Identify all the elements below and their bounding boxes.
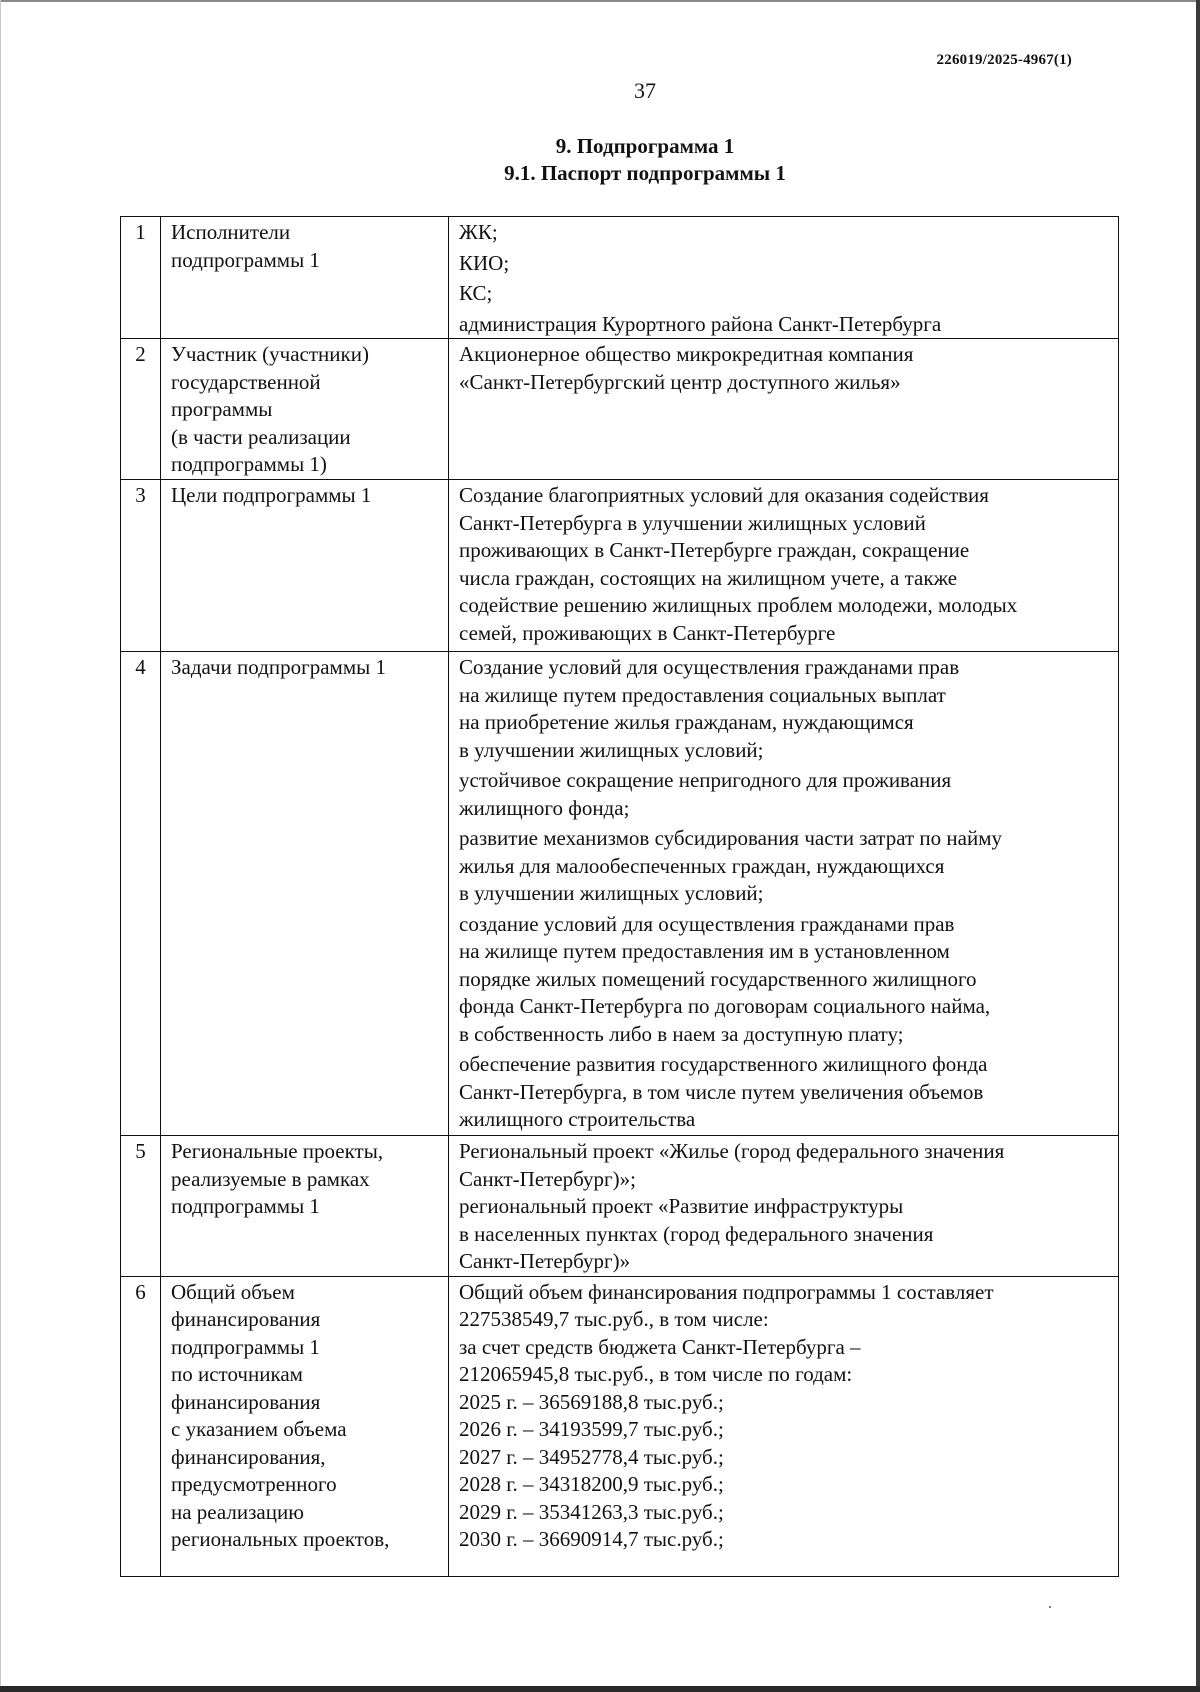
content-line: порядке жилых помещений государственного жилищного	[459, 966, 977, 991]
row-label-cell	[161, 480, 449, 652]
table-row	[121, 1136, 1119, 1277]
content-line: 2028 г. – 34318200,9 тыс.руб.;	[459, 1472, 724, 1496]
label-line: Общий объем	[171, 1279, 295, 1304]
content-paragraph	[459, 767, 1110, 822]
label-line: (в части реализации	[171, 424, 351, 449]
content-line: проживающих в Санкт-Петербурге граждан, сокращение	[459, 538, 970, 562]
row-number-cell: 1	[121, 217, 161, 339]
label-line: Цели подпрограммы 1	[171, 483, 372, 507]
row-number-cell: 6	[121, 1276, 161, 1576]
content-line: жилья для малообеспеченных граждан, нуждающихся	[459, 853, 945, 878]
row-content-cell	[449, 652, 1119, 1136]
label-line: подпрограммы 1	[171, 1334, 320, 1359]
content-line: ЖК;	[459, 220, 498, 244]
content-line: на жилище путем предоставления им в установленном	[459, 939, 950, 963]
content-paragraph	[459, 825, 1110, 908]
label-line: финансирования	[171, 1307, 321, 1331]
scan-edge-left	[0, 0, 1, 1692]
content-line: числа граждан, состоящих на жилищном учете, а также	[459, 565, 958, 590]
content-line: в улучшении жилищных условий;	[459, 737, 764, 762]
page-number: 37	[634, 78, 656, 103]
label-line: финансирования,	[171, 1444, 326, 1469]
row-number-cell: 2	[121, 339, 161, 480]
content-line: на жилище путем предоставления социальных выплат	[459, 682, 946, 707]
content-paragraph	[459, 341, 1110, 396]
content-line: фонда Санкт-Петербурга по договорам социального найма,	[459, 994, 991, 1018]
label-line: подпрограммы 1	[171, 247, 320, 272]
table-row	[121, 339, 1119, 480]
table-row	[121, 217, 1119, 339]
content-line: 2026 г. – 34193599,7 тыс.руб.;	[459, 1417, 724, 1441]
row-label-cell	[161, 652, 449, 1136]
passport-table-body	[121, 217, 1119, 1577]
content-paragraph	[459, 280, 1110, 308]
content-paragraph	[459, 1051, 1110, 1134]
scan-edge-right	[1196, 0, 1200, 1692]
label-line: финансирования	[171, 1389, 321, 1414]
table-row	[121, 652, 1119, 1136]
content-paragraph	[459, 219, 1110, 247]
content-line: создание условий для осуществления гражданами прав	[459, 911, 955, 936]
content-line: жилищного фонда;	[459, 795, 630, 820]
content-line: семей, проживающих в Санкт-Петербурге	[459, 620, 836, 645]
content-line: «Санкт-Петербургский центр доступного жилья»	[459, 369, 901, 394]
scan-edge-bottom	[0, 1686, 1200, 1692]
content-line: Общий объем финансирования подпрограммы 1 составляет	[459, 1279, 994, 1304]
content-line: за счет средств бюджета Санкт-Петербурга –	[459, 1334, 861, 1359]
content-paragraph	[459, 311, 1110, 339]
content-line: КС;	[459, 281, 493, 305]
label-line: с указанием объема	[171, 1417, 347, 1441]
table-row	[121, 1276, 1119, 1576]
passport-table	[120, 216, 1119, 1577]
content-line: развитие механизмов субсидирования части затрат по найму	[459, 826, 1002, 850]
content-line: Региональный проект «Жилье (город федерального значения	[459, 1139, 1005, 1163]
content-line: 2025 г. – 36569188,8 тыс.руб.;	[459, 1389, 724, 1414]
content-line: 2030 г. – 36690914,7 тыс.руб.;	[459, 1527, 724, 1551]
content-line: Санкт-Петербурга в улучшении жилищных условий	[459, 510, 926, 535]
content-line: 2029 г. – 35341263,3 тыс.руб.;	[459, 1499, 724, 1524]
content-line: 2027 г. – 34952778,4 тыс.руб.;	[459, 1444, 724, 1469]
document-number: 226019/2025-4967(1)	[936, 52, 1072, 68]
label-line: по источникам	[171, 1362, 303, 1386]
label-line: региональных проектов,	[171, 1527, 390, 1551]
content-paragraph	[459, 911, 1110, 1049]
row-label-cell	[161, 1276, 449, 1576]
content-paragraph	[459, 1279, 1110, 1554]
content-paragraph	[459, 250, 1110, 278]
content-paragraph	[459, 1138, 1110, 1276]
label-line: на реализацию	[171, 1499, 304, 1524]
content-line: региональный проект «Развитие инфраструктуры	[459, 1194, 904, 1218]
scan-speck	[1049, 1606, 1051, 1608]
content-line: в собственность либо в наем за доступную плату;	[459, 1021, 904, 1046]
content-line: Создание условий для осуществления гражданами прав	[459, 655, 960, 679]
subsection-heading: 9.1. Паспорт подпрограммы 1	[504, 161, 786, 185]
row-content-cell	[449, 1276, 1119, 1576]
label-line: реализуемые в рамках	[171, 1166, 370, 1191]
content-paragraph	[459, 654, 1110, 764]
content-line: обеспечение развития государственного жилищного фонда	[459, 1052, 988, 1076]
row-content-cell	[449, 217, 1119, 339]
content-line: Санкт-Петербурга, в том числе путем увеличения объемов	[459, 1079, 984, 1104]
row-label-cell	[161, 217, 449, 339]
content-line: устойчивое сокращение непригодного для проживания	[459, 768, 952, 792]
content-line: Создание благоприятных условий для оказания содействия	[459, 483, 989, 507]
table-row	[121, 480, 1119, 652]
label-line: Задачи подпрограммы 1	[171, 655, 386, 679]
row-number-cell: 3	[121, 480, 161, 652]
label-line: предусмотренного	[171, 1472, 337, 1496]
content-line: на приобретение жилья гражданам, нуждающимся	[459, 710, 914, 734]
content-line: 212065945,8 тыс.руб., в том числе по годам:	[459, 1362, 853, 1386]
label-line: Исполнители	[171, 220, 291, 244]
label-line: Региональные проекты,	[171, 1139, 384, 1163]
content-line: 227538549,7 тыс.руб., в том числе:	[459, 1307, 769, 1331]
content-line: Акционерное общество микрокредитная компания	[459, 342, 914, 366]
content-line: КИО;	[459, 250, 510, 275]
label-line: подпрограммы 1	[171, 1194, 320, 1218]
content-line: Санкт-Петербург)»;	[459, 1166, 636, 1191]
row-number-cell: 5	[121, 1136, 161, 1277]
row-number-cell: 4	[121, 652, 161, 1136]
content-line: Санкт-Петербург)»	[459, 1249, 631, 1273]
row-label-cell	[161, 1136, 449, 1277]
scan-edge-top	[0, 0, 1200, 2]
row-label-cell	[161, 339, 449, 480]
label-line: государственной	[171, 369, 321, 394]
row-content-cell	[449, 339, 1119, 480]
content-line: содействие решению жилищных проблем молодежи, молодых	[459, 593, 1018, 617]
content-line: жилищного строительства	[459, 1107, 696, 1131]
content-line: в населенных пунктах (город федерального значения	[459, 1221, 934, 1246]
label-line: программы	[171, 397, 273, 421]
row-content-cell	[449, 480, 1119, 652]
section-heading: 9. Подпрограмма 1	[555, 134, 735, 158]
content-line: в улучшении жилищных условий;	[459, 881, 764, 905]
content-paragraph	[459, 482, 1110, 647]
label-line: подпрограммы 1)	[171, 452, 327, 476]
row-content-cell	[449, 1136, 1119, 1277]
label-line: Участник (участники)	[171, 342, 369, 366]
content-line: администрация Курортного района Санкт-Петербурга	[459, 311, 942, 336]
